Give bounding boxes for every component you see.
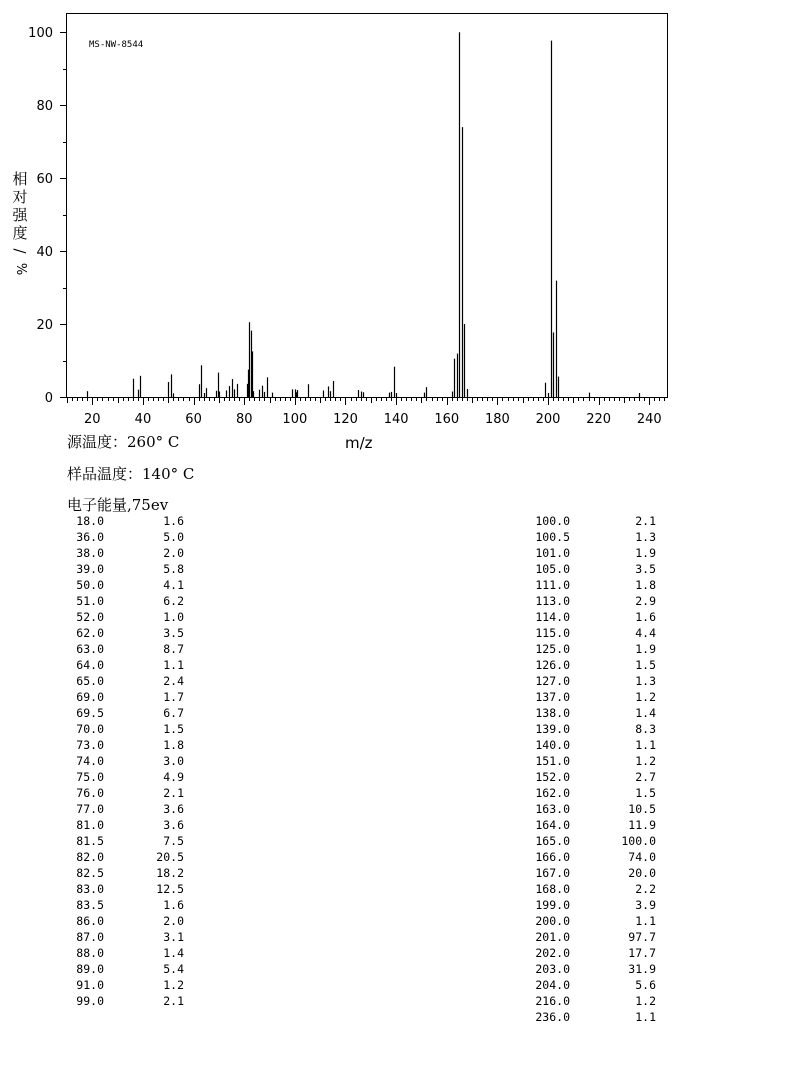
peak-intensity: 1.8 [163, 738, 184, 752]
peak-intensity: 97.7 [628, 930, 656, 944]
peak-mz: 81.0 [76, 818, 104, 832]
peak-row [58, 865, 184, 881]
peak-mz: 100.5 [535, 530, 570, 544]
peak-mz: 127.0 [535, 674, 570, 688]
x-axis [68, 397, 665, 427]
peak-mz: 166.0 [535, 850, 570, 864]
peak-row [506, 881, 656, 897]
peak-mz: 126.0 [535, 658, 570, 672]
peak-intensity: 6.7 [163, 706, 184, 720]
peak-mz: 100.0 [535, 514, 570, 528]
peak-intensity: 8.3 [635, 722, 656, 736]
peak-row [506, 833, 656, 849]
peak-row [506, 865, 656, 881]
y-tick-label: 80 [36, 99, 53, 115]
peak-intensity: 1.8 [635, 578, 656, 592]
peak-row [506, 993, 656, 1009]
peak-mz: 73.0 [76, 738, 104, 752]
x-tick-label: 180 [484, 412, 510, 427]
peak-row [506, 673, 656, 689]
peak-row [58, 897, 184, 913]
peak-intensity: 1.1 [635, 1010, 656, 1024]
peak-mz: 91.0 [76, 978, 104, 992]
peak-row [58, 753, 184, 769]
peak-intensity: 1.3 [635, 674, 656, 688]
peak-intensity: 74.0 [628, 850, 656, 864]
peak-mz: 202.0 [535, 946, 570, 960]
peak-intensity: 3.1 [163, 930, 184, 944]
peak-row [506, 897, 656, 913]
peak-mz: 236.0 [535, 1010, 570, 1024]
peak-mz: 69.0 [76, 690, 104, 704]
peak-row [506, 513, 656, 529]
peak-mz: 36.0 [76, 530, 104, 544]
peak-mz: 125.0 [535, 642, 570, 656]
peak-mz: 88.0 [76, 946, 104, 960]
x-tick-label: 40 [134, 412, 152, 427]
peaks [88, 32, 640, 397]
peak-row [506, 641, 656, 657]
peak-intensity: 2.0 [163, 546, 184, 560]
peak-mz: 164.0 [535, 818, 570, 832]
peak-mz: 62.0 [76, 626, 104, 640]
peak-intensity: 1.6 [163, 898, 184, 912]
peak-mz: 114.0 [535, 610, 570, 624]
peak-mz: 162.0 [535, 786, 570, 800]
source-temperature: 源温度：260° C [67, 433, 180, 451]
peak-mz: 200.0 [535, 914, 570, 928]
peak-mz: 86.0 [76, 914, 104, 928]
peak-mz: 39.0 [76, 562, 104, 576]
x-tick-label: 220 [586, 412, 612, 427]
peak-intensity: 12.5 [156, 882, 184, 896]
y-tick-label: 40 [36, 245, 53, 261]
peak-intensity: 1.4 [635, 706, 656, 720]
peak-mz: 167.0 [535, 866, 570, 880]
spectrum-code: MS-NW-8544 [89, 40, 144, 50]
peak-row [58, 657, 184, 673]
peak-mz: 52.0 [76, 610, 104, 624]
x-tick-label: 120 [333, 412, 358, 427]
peak-row [58, 801, 184, 817]
peak-intensity: 1.5 [635, 786, 656, 800]
x-tick-label: 240 [636, 412, 662, 427]
peak-row [58, 881, 184, 897]
peak-mz: 152.0 [535, 770, 570, 784]
peak-intensity: 1.3 [635, 530, 656, 544]
peak-row [506, 785, 656, 801]
y-axis-label-char: 相 [12, 170, 28, 188]
peak-intensity: 3.6 [163, 818, 184, 832]
peak-mz: 69.5 [76, 706, 104, 720]
peak-mz: 81.5 [76, 834, 104, 848]
peak-intensity: 1.2 [635, 690, 656, 704]
peak-row [58, 513, 184, 529]
peak-row [506, 737, 656, 753]
peak-intensity: 100.0 [621, 834, 656, 848]
peak-intensity: 7.5 [163, 834, 184, 848]
peak-row [506, 561, 656, 577]
peak-row [506, 625, 656, 641]
peak-row [506, 689, 656, 705]
peak-intensity: 2.2 [635, 882, 656, 896]
peak-intensity: 1.7 [163, 690, 184, 704]
peak-row [58, 609, 184, 625]
peak-row [58, 961, 184, 977]
peak-row [506, 657, 656, 673]
peak-intensity: 20.0 [628, 866, 656, 880]
peak-mz: 77.0 [76, 802, 104, 816]
peak-intensity: 5.6 [635, 978, 656, 992]
peak-row [506, 577, 656, 593]
peak-intensity: 4.4 [635, 626, 656, 640]
y-axis-label-char: 对 [12, 188, 28, 206]
peak-mz: 137.0 [535, 690, 570, 704]
peak-intensity: 2.7 [635, 770, 656, 784]
peak-row [58, 817, 184, 833]
peak-row [58, 737, 184, 753]
peak-intensity: 2.9 [635, 594, 656, 608]
peak-intensity: 1.9 [635, 642, 656, 656]
peak-mz: 89.0 [76, 962, 104, 976]
peak-row [506, 753, 656, 769]
peak-row [58, 945, 184, 961]
peak-row [58, 529, 184, 545]
peak-table-left [58, 513, 184, 1009]
peak-mz: 75.0 [76, 770, 104, 784]
peak-row [506, 801, 656, 817]
peak-mz: 65.0 [76, 674, 104, 688]
peak-row [58, 689, 184, 705]
peak-intensity: 3.5 [163, 626, 184, 640]
y-axis-label-char: % [13, 262, 28, 276]
peak-intensity: 1.2 [635, 994, 656, 1008]
peak-intensity: 2.1 [635, 514, 656, 528]
peak-row [58, 769, 184, 785]
plot-frame [67, 14, 668, 398]
peak-row [58, 929, 184, 945]
peak-mz: 82.0 [76, 850, 104, 864]
peak-mz: 50.0 [76, 578, 104, 592]
peak-row [506, 849, 656, 865]
peak-row [506, 961, 656, 977]
peak-intensity: 20.5 [156, 850, 184, 864]
y-axis-label-char: 度 [12, 224, 28, 242]
peak-intensity: 1.6 [635, 610, 656, 624]
x-tick-label: 60 [185, 412, 202, 427]
peak-intensity: 5.4 [163, 962, 184, 976]
y-axis [28, 26, 67, 406]
peak-intensity: 2.1 [163, 994, 184, 1008]
peak-mz: 70.0 [76, 722, 104, 736]
peak-row [506, 593, 656, 609]
x-tick-label: 20 [84, 412, 101, 427]
peak-intensity: 10.5 [628, 802, 656, 816]
peak-intensity: 3.0 [163, 754, 184, 768]
peak-mz: 38.0 [76, 546, 104, 560]
peak-intensity: 3.9 [635, 898, 656, 912]
peak-row [506, 721, 656, 737]
peak-row [506, 945, 656, 961]
peak-row [58, 577, 184, 593]
peak-intensity: 3.6 [163, 802, 184, 816]
peak-intensity: 17.7 [628, 946, 656, 960]
peak-mz: 203.0 [535, 962, 570, 976]
peak-intensity: 2.1 [163, 786, 184, 800]
peak-mz: 216.0 [535, 994, 570, 1008]
peak-intensity: 4.9 [163, 770, 184, 784]
x-tick-label: 160 [434, 412, 460, 427]
peak-table-right [506, 513, 656, 1025]
peak-intensity: 1.5 [635, 658, 656, 672]
peak-mz: 113.0 [535, 594, 570, 608]
peak-intensity: 1.9 [635, 546, 656, 560]
peak-intensity: 2.0 [163, 914, 184, 928]
peak-intensity: 2.4 [163, 674, 184, 688]
peak-row [58, 977, 184, 993]
peak-mz: 140.0 [535, 738, 570, 752]
x-tick-label: 140 [383, 412, 409, 427]
peak-intensity: 6.2 [163, 594, 184, 608]
peak-mz: 83.0 [76, 882, 104, 896]
peak-intensity: 8.7 [163, 642, 184, 656]
peak-intensity: 4.1 [163, 578, 184, 592]
peak-mz: 168.0 [535, 882, 570, 896]
y-axis-label-char: / [11, 248, 29, 254]
peak-row [506, 977, 656, 993]
peak-row [58, 833, 184, 849]
peak-intensity: 1.2 [163, 978, 184, 992]
peak-intensity: 18.2 [156, 866, 184, 880]
peak-mz: 18.0 [76, 514, 104, 528]
peak-row [58, 785, 184, 801]
peak-intensity: 1.6 [163, 514, 184, 528]
peak-mz: 51.0 [76, 594, 104, 608]
peak-mz: 199.0 [535, 898, 570, 912]
peak-mz: 83.5 [76, 898, 104, 912]
peak-row [58, 849, 184, 865]
peak-intensity: 1.2 [635, 754, 656, 768]
peak-mz: 138.0 [535, 706, 570, 720]
y-tick-label: 0 [44, 391, 53, 406]
peak-mz: 115.0 [535, 626, 570, 640]
peak-intensity: 1.1 [163, 658, 184, 672]
x-tick-label: 200 [535, 412, 561, 427]
peak-intensity: 5.8 [163, 562, 184, 576]
peak-mz: 99.0 [76, 994, 104, 1008]
peak-row [58, 993, 184, 1009]
x-tick-label: 80 [235, 412, 253, 427]
peak-row [506, 705, 656, 721]
peak-mz: 64.0 [76, 658, 104, 672]
peak-row [506, 545, 656, 561]
peak-row [58, 641, 184, 657]
peak-mz: 111.0 [535, 578, 570, 592]
peak-row [506, 1009, 656, 1025]
peak-intensity: 1.4 [163, 946, 184, 960]
peak-row [506, 913, 656, 929]
peak-intensity: 31.9 [628, 962, 656, 976]
peak-row [506, 769, 656, 785]
peak-mz: 201.0 [535, 930, 570, 944]
peak-mz: 165.0 [535, 834, 570, 848]
sample-temperature: 样品温度：140° C [67, 465, 195, 483]
peak-mz: 87.0 [76, 930, 104, 944]
peak-intensity: 1.1 [635, 914, 656, 928]
peak-row [58, 545, 184, 561]
y-axis-label-char: 强 [12, 206, 28, 224]
peak-mz: 101.0 [535, 546, 570, 560]
peak-row [58, 913, 184, 929]
peak-row [506, 529, 656, 545]
peak-intensity: 5.0 [163, 530, 184, 544]
peak-mz: 139.0 [535, 722, 570, 736]
peak-row [58, 625, 184, 641]
peak-row [506, 929, 656, 945]
peak-intensity: 3.5 [635, 562, 656, 576]
electron-energy: 电子能量,75ev [67, 496, 169, 514]
peak-intensity: 1.5 [163, 722, 184, 736]
y-tick-label: 60 [36, 172, 53, 188]
peak-row [58, 593, 184, 609]
peak-row [58, 561, 184, 577]
peak-row [506, 609, 656, 625]
x-axis-label: m/z [345, 434, 373, 452]
peak-mz: 76.0 [76, 786, 104, 800]
peak-mz: 74.0 [76, 754, 104, 768]
peak-mz: 163.0 [535, 802, 570, 816]
peak-row [58, 673, 184, 689]
peak-intensity: 1.0 [163, 610, 184, 624]
peak-intensity: 1.1 [635, 738, 656, 752]
peak-mz: 82.5 [76, 866, 104, 880]
y-tick-label: 100 [28, 26, 53, 42]
peak-mz: 151.0 [535, 754, 570, 768]
peak-row [58, 721, 184, 737]
peak-mz: 105.0 [535, 562, 570, 576]
peak-mz: 63.0 [76, 642, 104, 656]
peak-mz: 204.0 [535, 978, 570, 992]
mass-spectrum-chart [0, 0, 794, 440]
peak-row [506, 817, 656, 833]
peak-intensity: 11.9 [628, 818, 656, 832]
y-tick-label: 20 [36, 318, 53, 334]
peak-row [58, 705, 184, 721]
x-tick-label: 100 [282, 412, 308, 427]
